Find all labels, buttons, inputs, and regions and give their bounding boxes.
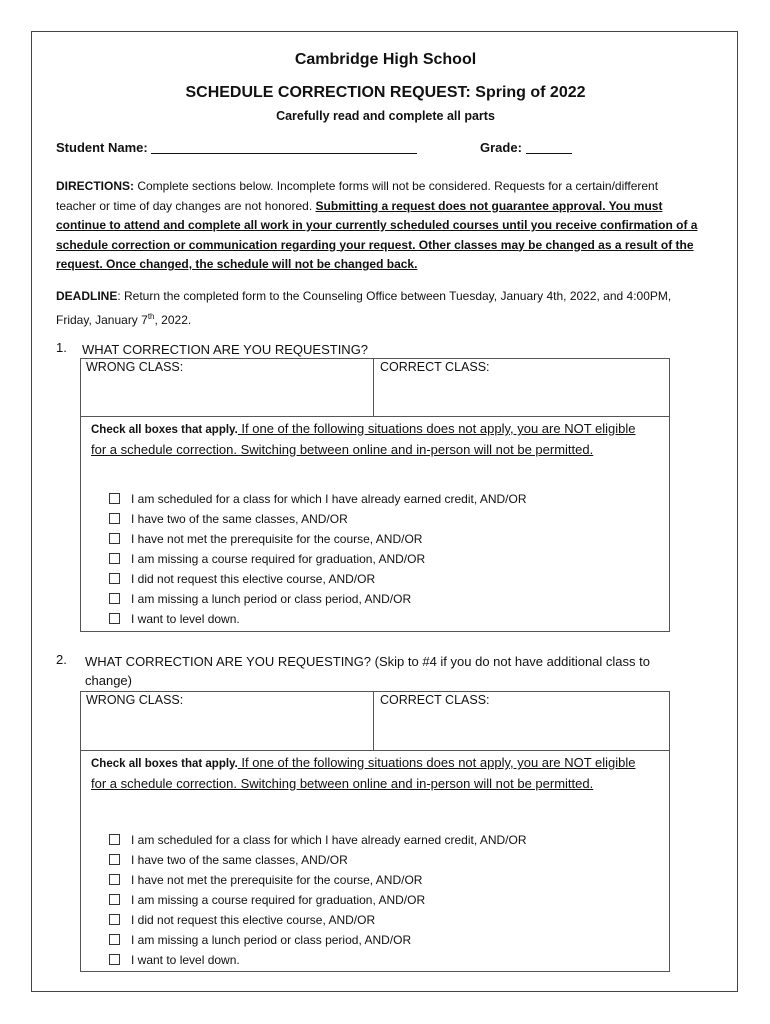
- section-1-wrong-class-label: WRONG CLASS:: [86, 360, 184, 374]
- section-1-option[interactable]: [109, 589, 411, 609]
- section-1-question: WHAT CORRECTION ARE YOU REQUESTING?: [82, 342, 369, 357]
- deadline-paragraph: [56, 287, 698, 330]
- school-name: Cambridge High School: [294, 51, 477, 68]
- section-2-option[interactable]: [109, 930, 411, 950]
- option-label: I have not met the prerequisite for the course, AND/OR: [131, 873, 423, 887]
- grade-field[interactable]: [526, 139, 572, 154]
- directions-label: DIRECTIONS:: [56, 179, 134, 193]
- checkbox[interactable]: [109, 553, 120, 564]
- deadline-text-end: , 2022.: [154, 312, 192, 327]
- section-2-correct-class-label: CORRECT CLASS:: [380, 693, 490, 707]
- section-1-check-lead: Check all boxes that apply.: [91, 424, 238, 436]
- option-label: I have two of the same classes, AND/OR: [131, 853, 348, 867]
- checkbox[interactable]: [109, 513, 120, 524]
- directions-paragraph: [56, 177, 698, 275]
- section-2-option[interactable]: [109, 910, 375, 930]
- deadline-superscript: th: [147, 311, 155, 321]
- section-2-table: [80, 691, 670, 972]
- option-label: I want to level down.: [131, 953, 240, 967]
- option-label: I did not request this elective course, AND/OR: [131, 913, 376, 927]
- section-2-check-rest: If one of the following situations does not apply, you are NOT eligible for a schedule correction. Switching between online and in-person will not be permitted.: [91, 755, 636, 791]
- form-page: [31, 31, 738, 992]
- form-title: SCHEDULE CORRECTION REQUEST: Spring of 2022: [185, 84, 586, 101]
- section-1-table: [80, 358, 670, 632]
- section-2-option[interactable]: [109, 870, 422, 890]
- section-1-check-rest: If one of the following situations does not apply, you are NOT eligible for a schedule correction. Switching between online and in-person will not be permitted.: [91, 421, 636, 457]
- section-1-option[interactable]: [109, 489, 527, 509]
- section-2-option[interactable]: [109, 830, 527, 850]
- section-1-option[interactable]: [109, 529, 422, 549]
- option-label: I am missing a lunch period or class period, AND/OR: [131, 933, 412, 947]
- checkbox[interactable]: [109, 954, 120, 965]
- checkbox[interactable]: [109, 834, 120, 845]
- grade-row: [480, 139, 572, 155]
- option-label: I have two of the same classes, AND/OR: [131, 512, 348, 526]
- section-1-option[interactable]: [109, 549, 425, 569]
- option-label: I am missing a lunch period or class period, AND/OR: [131, 592, 412, 606]
- student-name-field[interactable]: [151, 139, 417, 154]
- section-2-check-instructions: [91, 753, 651, 793]
- section-2-class-row: [81, 692, 669, 751]
- section-2-option[interactable]: [109, 850, 348, 870]
- student-name-label: Student Name:: [56, 140, 148, 155]
- section-2-wrong-class-label: WRONG CLASS:: [86, 693, 184, 707]
- directions-emphasis: Submitting a request does not guarantee approval. You must continue to attend and complete all work in your currently scheduled courses until you receive confirmation of a schedule correction or communication regarding your request. Other classes may be changed as a result of the request. Once changed, the schedule will not be changed back.: [56, 198, 698, 271]
- option-label: I am scheduled for a class for which I have already earned credit, AND/OR: [131, 833, 527, 847]
- checkbox[interactable]: [109, 934, 120, 945]
- checkbox[interactable]: [109, 914, 120, 925]
- student-name-row: [56, 139, 417, 155]
- section-1-check-instructions: [91, 419, 651, 459]
- checkbox[interactable]: [109, 533, 120, 544]
- option-label: I am missing a course required for graduation, AND/OR: [131, 893, 426, 907]
- section-1-option[interactable]: [109, 609, 240, 629]
- option-label: I am missing a course required for graduation, AND/OR: [131, 552, 426, 566]
- checkbox[interactable]: [109, 854, 120, 865]
- deadline-text: : Return the completed form to the Counseling Office between Tuesday, January 4th, 2022, and 4:00PM, Friday, January 7: [56, 289, 672, 327]
- checkbox[interactable]: [109, 573, 120, 584]
- deadline-label: DEADLINE: [56, 289, 118, 303]
- checkbox[interactable]: [109, 493, 120, 504]
- section-2-option[interactable]: [109, 950, 240, 970]
- section-2-check-lead: Check all boxes that apply.: [91, 758, 238, 770]
- checkbox[interactable]: [109, 613, 120, 624]
- checkbox[interactable]: [109, 894, 120, 905]
- directions-text: Complete sections below. Incomplete forms will not be considered. Requests for a certain/different teacher or time of day changes are not honored.: [56, 179, 659, 213]
- section-1-option[interactable]: [109, 509, 348, 529]
- column-divider: [373, 692, 374, 750]
- column-divider: [373, 359, 374, 416]
- form-subtitle: Carefully read and complete all parts: [276, 109, 495, 123]
- option-label: I want to level down.: [131, 612, 240, 626]
- checkbox[interactable]: [109, 874, 120, 885]
- option-label: I am scheduled for a class for which I have already earned credit, AND/OR: [131, 492, 527, 506]
- grade-label: Grade:: [480, 140, 522, 155]
- section-1-number: 1.: [56, 340, 67, 355]
- option-label: I did not request this elective course, AND/OR: [131, 572, 376, 586]
- section-1-class-row: [81, 359, 669, 417]
- section-2-option[interactable]: [109, 890, 425, 910]
- section-2-question: WHAT CORRECTION ARE YOU REQUESTING? (Skip to #4 if you do not have additional class to change): [85, 654, 650, 688]
- section-1-option[interactable]: [109, 569, 375, 589]
- checkbox[interactable]: [109, 593, 120, 604]
- option-label: I have not met the prerequisite for the course, AND/OR: [131, 532, 423, 546]
- section-1-correct-class-label: CORRECT CLASS:: [380, 360, 490, 374]
- section-2-number: 2.: [56, 652, 67, 667]
